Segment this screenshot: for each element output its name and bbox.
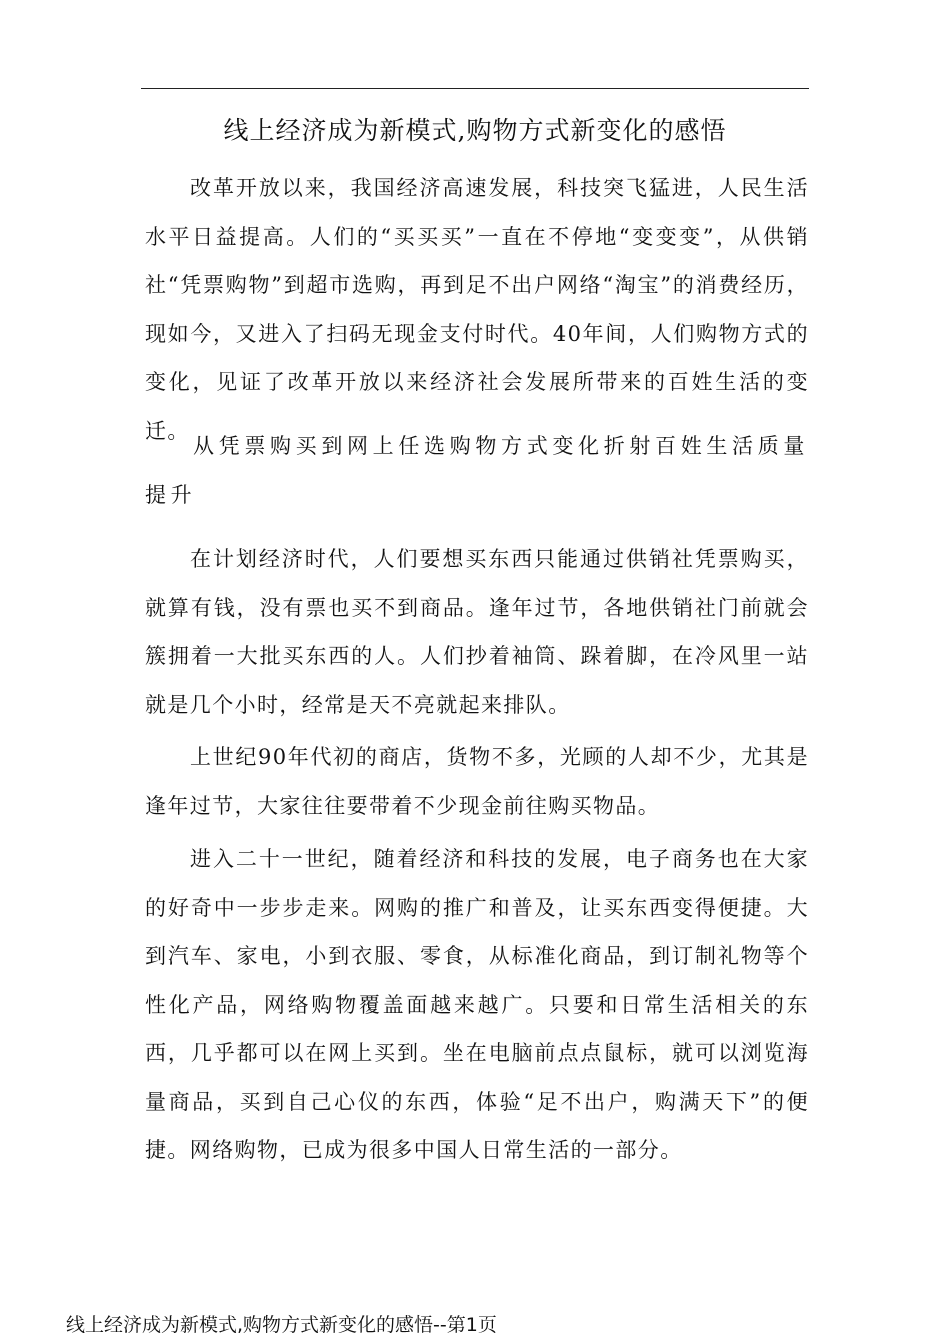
page-footer: 线上经济成为新模式,购物方式新变化的感悟--第1页 <box>66 1314 497 1336</box>
paragraph-intro: 改革开放以来，我国经济高速发展，科技突飞猛进，人民生活水平日益提高。人们的“买买买”一直在不停地“变变变”，从供销社“凭票购物”到超市选购，再到足不出户网络“淘宝”的消费经历，现如今，又进入了扫码无现金支付时代。40年间，人们购物方式的变化，见证了改革开放以来经济社会发展所带来的百姓生活的变迁。 <box>145 176 809 443</box>
paragraph-1990s-shops: 上世纪90年代初的商店，货物不多，光顾的人却不少，尤其是逢年过节，大家往往要带着不少现金前往购买物品。 <box>145 745 809 818</box>
document-title: 线上经济成为新模式,购物方式新变化的感悟 <box>223 116 727 145</box>
header-rule <box>141 88 809 89</box>
paragraph-online-shopping: 进入二十一世纪，随着经济和科技的发展，电子商务也在大家的好奇中一步步走来。网购的推广和普及，让买东西变得便捷。大到汽车、家电，小到衣服、零食，从标准化商品，到订制礼物等个性化产品，网络购物覆盖面越来越广。只要和日常生活相关的东西，几乎都可以在网上买到。坐在电脑前点点鼠标，就可以浏览海量商品，买到自己心仪的东西，体验“足不出户，购满天下”的便捷。网络购物，已成为很多中国人日常生活的一部分。 <box>145 847 809 1162</box>
section-subheading: 从凭票购买到网上任选购物方式变化折射百姓生活质量提升 <box>145 434 809 507</box>
paragraph-planned-economy: 在计划经济时代，人们要想买东西只能通过供销社凭票购买，就算有钱，没有票也买不到商品。逢年过节，各地供销社门前就会簇拥着一大批买东西的人。人们抄着袖筒、跺着脚，在冷风里一站就是几个小时，经常是天不亮就起来排队。 <box>145 547 809 717</box>
